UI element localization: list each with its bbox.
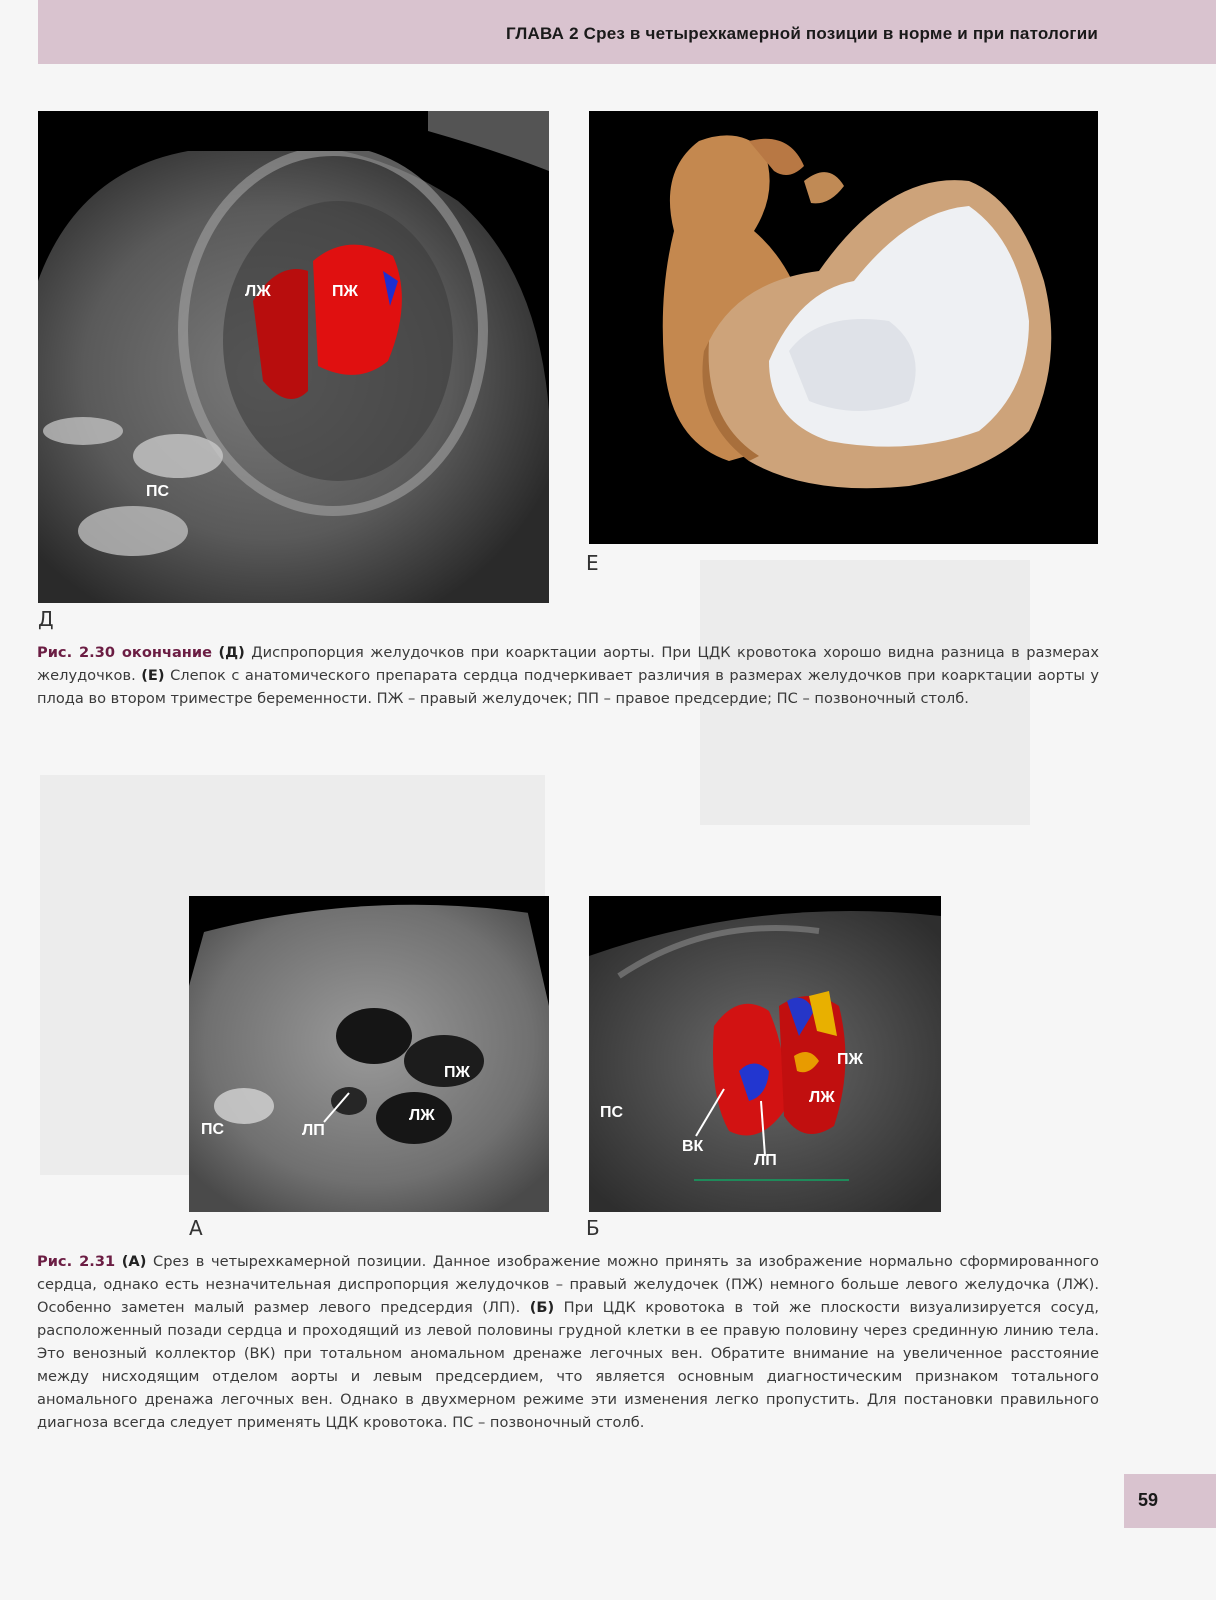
label-rv: ПЖ (444, 1064, 470, 1081)
label-spine: ПС (600, 1104, 624, 1121)
label-lv: ЛЖ (245, 283, 271, 300)
label-rv: ПЖ (837, 1051, 863, 1068)
figure-2-31-caption (37, 1250, 1099, 1434)
label-lv: ЛЖ (809, 1089, 835, 1106)
caption-tag-a: (А) (121, 1253, 147, 1270)
caption-text-e: Слепок с анатомического препарата сердца подчеркивает различия в размерах желудочков при коарктации аорты у плода во втором триместре беременности. ПЖ – правый желудочек; ПП – правое предсердие; ПС – позвоночный столб. (37, 667, 1100, 707)
caption-text-a: Срез в четырехкамерной позиции. Данное изображение можно принять за изображение нормально сформированного сердца, однако есть незначительная диспропорция желудочков – правый желудочек (ПЖ) немного больше левого желудочка (ЛЖ). Особенно заметен малый размер левого предсердия (ЛП). (37, 1253, 1099, 1316)
caption-text-b: При ЦДК кровотока в той же плоскости визуализируется сосуд, расположенный позади сердца и проходящий из левой половины грудной клетки в ее правую половину через срединную линию тела. Это венозный коллектор (ВК) при тотальном аномальном дренаже легочных вен. Обратите внимание на увеличенное расстояние между нисходящим отделом аорты и левым предсердием, что является основным диагностическим признаком тотального аномального дренажа легочных вен. Однако в двухмерном режиме эти изменения легко пропустить. Для постановки правильного диагноза всегда следует применять ЦДК кровотока. ПС – позвоночный столб. (37, 1299, 1099, 1431)
panel-letter-d: Д (38, 607, 54, 631)
chapter-title: ГЛАВА 2 Срез в четырехкамерной позиции в норме и при патологии (506, 24, 1098, 43)
panel-letter-e: Е (586, 551, 599, 575)
label-spine: ПС (201, 1121, 225, 1138)
ultrasound-image-d (38, 111, 549, 603)
heart-cast-photo-e (589, 111, 1098, 544)
ultrasound-image-a-graphic (189, 896, 549, 1212)
ultrasound-image-d-graphic (38, 111, 549, 603)
caption-lead: Рис. 2.31 (37, 1253, 116, 1270)
figure-2-30-caption (37, 641, 1099, 710)
heart-cast-photo-graphic (589, 111, 1098, 544)
ultrasound-image-b (589, 896, 941, 1212)
caption-tag-e: (Е) (141, 667, 165, 684)
ultrasound-image-a (189, 896, 549, 1212)
label-rv: ПЖ (332, 283, 358, 300)
label-la: ЛП (754, 1152, 777, 1169)
label-vc: ВК (682, 1138, 704, 1155)
panel-letter-a: А (189, 1216, 203, 1240)
label-la: ЛП (302, 1122, 325, 1139)
label-lv: ЛЖ (409, 1107, 435, 1124)
panel-letter-b: Б (586, 1216, 600, 1240)
caption-text-d: Диспропорция желудочков при коарктации аорты. При ЦДК кровотока хорошо видна разница в размерах желудочков. (37, 644, 1099, 684)
page-number: 59 (1138, 1490, 1159, 1510)
label-spine: ПС (146, 483, 170, 500)
caption-lead: Рис. 2.30 окончание (37, 644, 213, 661)
caption-tag-d: (Д) (218, 644, 245, 661)
caption-tag-b: (Б) (529, 1299, 555, 1316)
